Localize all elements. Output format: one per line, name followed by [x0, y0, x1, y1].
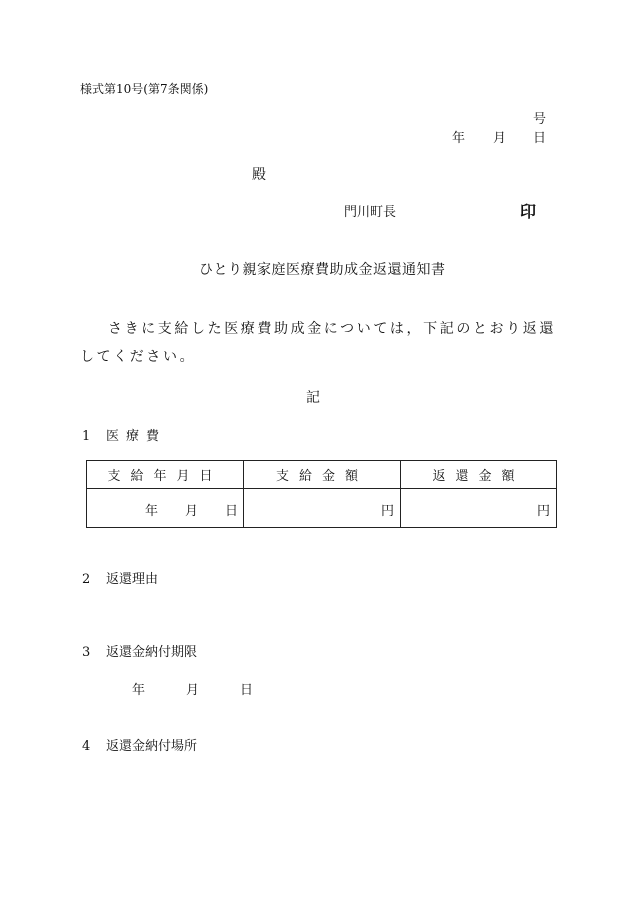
section-number: 3 [82, 645, 91, 660]
header-payment-date: 支給年月日 [87, 461, 244, 489]
deadline-day: 日 [240, 683, 254, 698]
section-3 [82, 641, 197, 660]
deadline-month: 月 [186, 683, 200, 698]
issuer-name: 門川町長 [344, 205, 397, 220]
section-4 [82, 735, 197, 754]
table-row [87, 489, 557, 528]
section-1 [82, 425, 166, 444]
issue-date-day: 日 [533, 131, 547, 146]
return-yen-unit: 円 [536, 504, 550, 519]
cell-month-label: 月 [185, 504, 199, 519]
section-number: 2 [82, 572, 91, 587]
document-number-label: 号 [533, 112, 547, 127]
cell-payment-amount [244, 489, 401, 528]
seal-mark: 印 [520, 202, 537, 221]
header-return-amount: 返還金額 [401, 461, 557, 489]
cell-return-amount [401, 489, 557, 528]
cell-payment-date [87, 489, 244, 528]
cell-year-label: 年 [145, 504, 159, 519]
deadline-year: 年 [132, 683, 146, 698]
body-paragraph: さきに支給した医療費助成金については，下記のとおり返還してください。 [80, 321, 556, 365]
section-number: 1 [82, 429, 91, 444]
section-2 [82, 568, 158, 587]
document-title: ひとり親家庭医療費助成金返還通知書 [199, 262, 446, 278]
header-payment-amount: 支給金額 [244, 461, 401, 489]
section-label: 返還金納付期限 [106, 645, 198, 660]
paid-yen-unit: 円 [380, 504, 394, 519]
section-label: 医療費 [106, 429, 167, 444]
addressee-honorific: 殿 [252, 167, 266, 183]
table-header-row [87, 461, 557, 489]
issue-date-year: 年 [452, 131, 466, 146]
section-label: 返還理由 [106, 572, 159, 587]
issue-date-month: 月 [493, 131, 507, 146]
cell-day-label: 日 [225, 504, 239, 519]
amounts-table [86, 460, 557, 528]
section-label: 返還金納付場所 [106, 739, 198, 754]
ki-heading: 記 [306, 390, 320, 406]
section-number: 4 [82, 739, 91, 754]
form-number: 様式第10号(第7条関係) [80, 82, 209, 96]
